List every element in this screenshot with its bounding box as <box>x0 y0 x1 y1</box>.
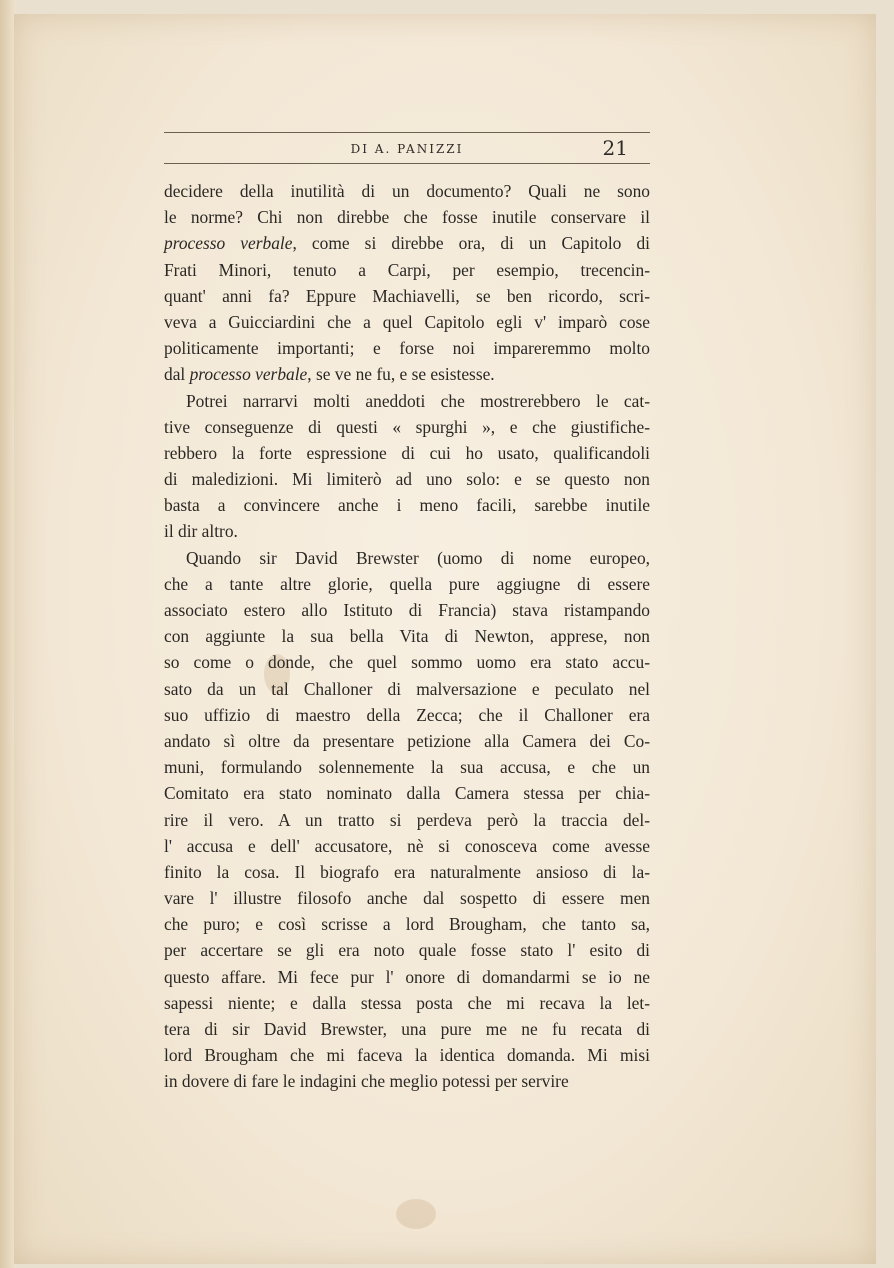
body-text <box>164 178 650 1095</box>
italic-term: processo verbale <box>189 364 308 385</box>
text-line: Potrei narrarvi molti aneddoti che mostrerebbero le cat- <box>186 390 650 411</box>
text-line: rire il vero. A un tratto si perdeva però la traccia del- <box>164 809 650 830</box>
text-line: il dir altro. <box>164 521 238 542</box>
text-line: per accertare se gli era noto quale fosse stato l' esito di <box>164 940 650 961</box>
paper-stain <box>396 1199 436 1229</box>
page-number: 21 <box>602 136 628 160</box>
header-rule-top <box>164 132 650 133</box>
text-line: Comitato era stato nominato dalla Camera stessa per chia- <box>164 783 650 804</box>
text-line: che a tante altre glorie, quella pure aggiugne di essere <box>164 573 650 594</box>
text-line: lord Brougham che mi faceva la identica domanda. Mi misi <box>164 1045 650 1066</box>
text-line: che puro; e così scrisse a lord Brougham, che tanto sa, <box>164 914 650 935</box>
text-line: vare l' illustre filosofo anche dal sospetto di essere men <box>164 888 650 909</box>
text-line: l' accusa e dell' accusatore, nè si conosceva come avesse <box>164 835 650 856</box>
running-head: DI A. PANIZZI <box>350 142 464 156</box>
header-rule-bottom <box>164 163 650 164</box>
text-line: tive conseguenze di questi « spurghi », e che giustifiche- <box>164 416 650 437</box>
text-line: con aggiunte la sua bella Vita di Newton, apprese, non <box>164 626 650 647</box>
text-line: dal processo verbale, se ve ne fu, e se esistesse. <box>164 364 495 385</box>
text-line: basta a convincere anche i meno facili, sarebbe inutile <box>164 495 650 516</box>
text-line: andato sì oltre da presentare petizione alla Camera dei Co- <box>164 730 650 751</box>
text-line: suo uffizio di maestro della Zecca; che il Challoner era <box>164 704 650 725</box>
text-line: rebbero la forte espressione di cui ho usato, qualificandoli <box>164 442 650 463</box>
text-line: veva a Guicciardini che a quel Capitolo egli v' imparò cose <box>164 311 650 332</box>
text-line: tera di sir David Brewster, una pure me ne fu recata di <box>164 1019 650 1039</box>
text-line: politicamente importanti; e forse noi impareremmo molto <box>164 338 650 359</box>
text-line: finito la cosa. Il biografo era naturalmente ansioso di la- <box>164 861 650 882</box>
text-line: quant' anni fa? Eppure Machiavelli, se ben ricordo, scri- <box>164 285 650 306</box>
text-line: decidere della inutilità di un documento? Quali ne sono <box>164 181 650 201</box>
text-line: questo affare. Mi fece pur l' onore di domandarmi se io ne <box>164 966 650 987</box>
page-header <box>164 130 650 166</box>
text-line: sapessi niente; e dalla stessa posta che mi recava la let- <box>164 992 650 1013</box>
text-line: processo verbale, come si direbbe ora, di un Capitolo di <box>164 233 650 254</box>
text-line: associato estero allo Istituto di Francia) stava ristampando <box>164 600 650 620</box>
text-line: Frati Minori, tenuto a Carpi, per esempio, trecencin- <box>164 259 650 280</box>
text-line: di maledizioni. Mi limiterò ad uno solo: e se questo non <box>164 469 650 490</box>
text-line: le norme? Chi non direbbe che fosse inutile conservare il <box>164 207 650 228</box>
text-line: so come o donde, che quel sommo uomo era stato accu- <box>164 652 650 673</box>
italic-term: processo verbale <box>164 233 293 254</box>
text-line: muni, formulando solennemente la sua accusa, e che un <box>164 757 650 778</box>
text-line: in dovere di fare le indagini che meglio potessi per servire <box>164 1071 569 1092</box>
text-line: Quando sir David Brewster (uomo di nome europeo, <box>186 547 650 568</box>
text-line: sato da un tal Challoner di malversazione e peculato nel <box>164 678 650 699</box>
